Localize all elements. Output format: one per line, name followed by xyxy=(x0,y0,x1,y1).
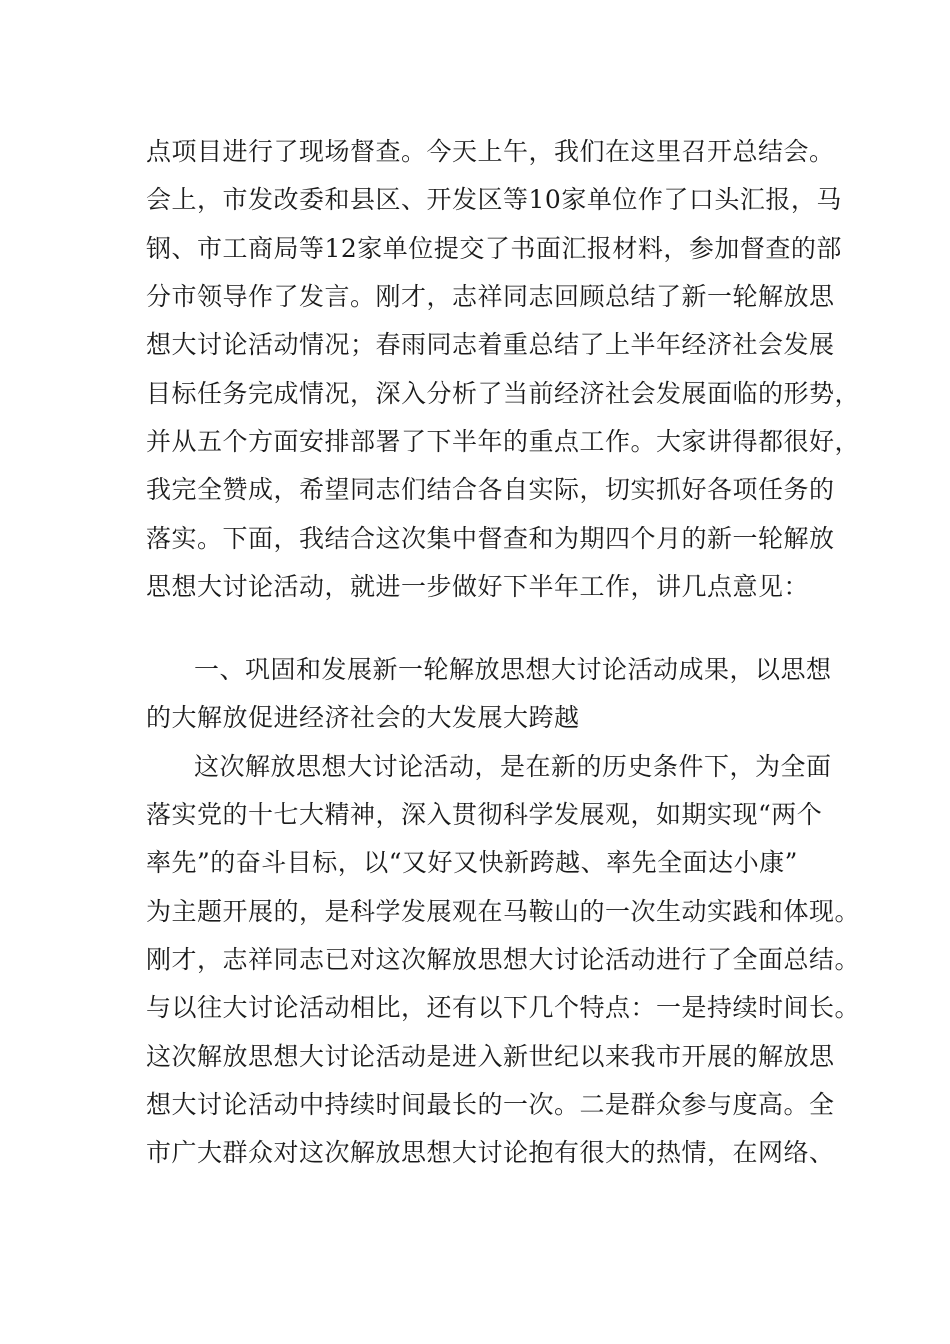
text-line: 为主题开展的，是科学发展观在马鞍山的一次生动实践和体现。 xyxy=(146,897,861,926)
text-line: 落实党的十七大精神，深入贯彻科学发展观，如期实现“两个 xyxy=(146,800,823,829)
text-line: 我完全赞成，希望同志们结合各自实际，切实抓好各项任务的 xyxy=(146,475,835,504)
text-line: 会上，市发改委和县区、开发区等10家单位作了口头汇报，马 xyxy=(146,185,842,214)
text-line: 率先”的奋斗目标，以“又好又快新跨越、率先全面达小康” xyxy=(146,848,798,877)
section-heading-line: 一、巩固和发展新一轮解放思想大讨论活动成果，以思想 xyxy=(194,655,832,684)
section-heading-line: 的大解放促进经济社会的大发展大跨越 xyxy=(146,703,580,732)
text-line: 落实。下面，我结合这次集中督查和为期四个月的新一轮解放 xyxy=(146,524,835,553)
text-line: 这次解放思想大讨论活动，是在新的历史条件下，为全面 xyxy=(194,752,832,781)
text-line: 钢、市工商局等12家单位提交了书面汇报材料，参加督查的部 xyxy=(146,234,842,263)
text-line: 点项目进行了现场督查。今天上午，我们在这里召开总结会。 xyxy=(146,137,835,166)
text-line: 想大讨论活动情况；春雨同志着重总结了上半年经济社会发展 xyxy=(146,330,835,359)
text-line: 目标任务完成情况，深入分析了当前经济社会发展面临的形势， xyxy=(146,379,861,408)
text-line: 想大讨论活动中持续时间最长的一次。二是群众参与度高。全 xyxy=(146,1090,835,1119)
text-line: 这次解放思想大讨论活动是进入新世纪以来我市开展的解放思 xyxy=(146,1042,835,1071)
text-line: 与以往大讨论活动相比，还有以下几个特点：一是持续时间长。 xyxy=(146,993,861,1022)
text-line: 分市领导作了发言。刚才，志祥同志回顾总结了新一轮解放思 xyxy=(146,282,835,311)
text-line: 思想大讨论活动，就进一步做好下半年工作，讲几点意见： xyxy=(146,572,810,601)
text-line: 市广大群众对这次解放思想大讨论抱有很大的热情，在网络、 xyxy=(146,1138,835,1167)
text-line: 刚才，志祥同志已对这次解放思想大讨论活动进行了全面总结。 xyxy=(146,945,861,974)
text-line: 并从五个方面安排部署了下半年的重点工作。大家讲得都很好， xyxy=(146,427,861,456)
